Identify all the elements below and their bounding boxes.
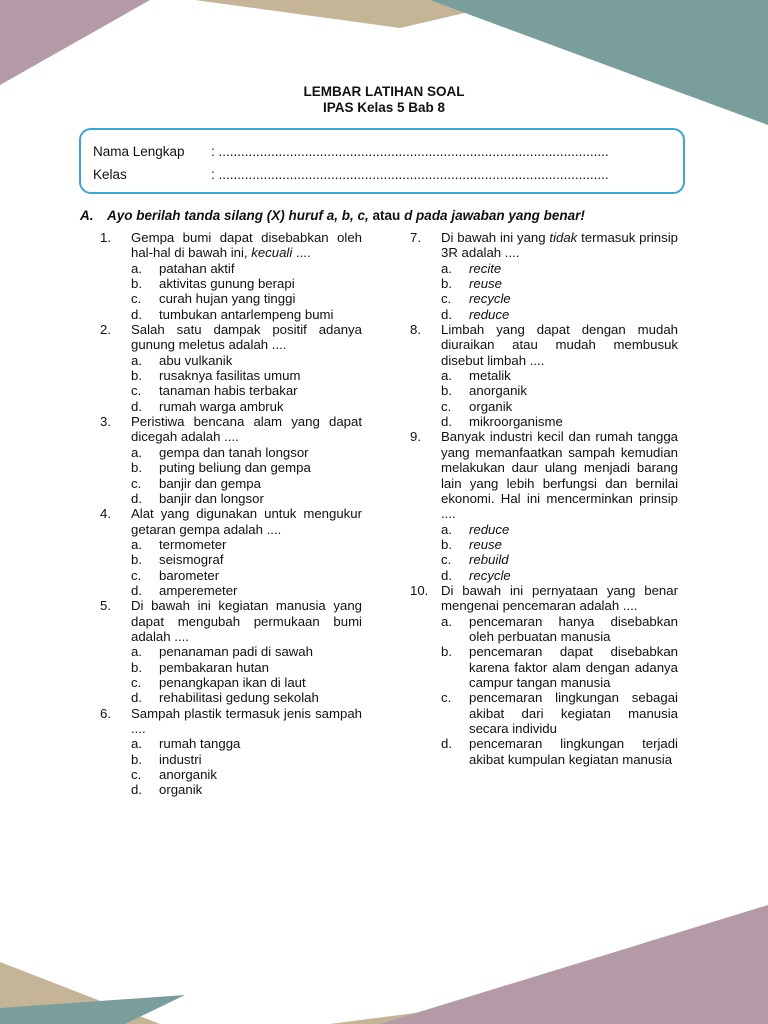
option-d[interactable]: d. pencemaran lingkungan terjadi akibat kumpulan kegiatan manusia xyxy=(441,736,678,767)
question-text: Limbah yang dapat dengan mudah diuraikan atau mudah membusuk disebut limbah .... xyxy=(441,322,678,368)
deco-shape-bottom-right-mauve xyxy=(380,905,768,1024)
section-a-instruction xyxy=(80,208,585,224)
instruction-part-2: atau xyxy=(368,208,405,223)
question-number: 3. xyxy=(100,414,111,430)
question-number: 5. xyxy=(100,598,111,614)
class-label: Kelas xyxy=(93,167,127,182)
question-number: 1. xyxy=(100,230,111,245)
option-b[interactable]: b. aktivitas gunung berapi xyxy=(131,276,295,292)
option-b[interactable]: b. pembakaran hutan xyxy=(131,659,269,675)
option-d[interactable]: d. rehabilitasi gedung sekolah xyxy=(131,690,319,706)
option-b[interactable]: b. anorganik xyxy=(441,383,527,399)
option-c[interactable]: c. anorganik xyxy=(131,767,217,783)
option-d[interactable]: d. amperemeter xyxy=(131,582,238,598)
option-a[interactable]: a. penanaman padi di sawah xyxy=(131,644,313,660)
title-line-2: IPAS Kelas 5 Bab 8 xyxy=(322,100,446,115)
option-b[interactable]: b. reuse xyxy=(441,276,502,292)
question-2 xyxy=(100,322,362,414)
question-9 xyxy=(410,429,678,582)
question-7 xyxy=(410,230,678,322)
class-row[interactable] xyxy=(93,167,609,183)
title-line-1: LEMBAR LATIHAN SOAL xyxy=(303,84,465,99)
option-b[interactable]: b. seismograf xyxy=(131,552,224,568)
question-number: 6. xyxy=(100,705,111,721)
question-6 xyxy=(100,706,362,798)
question-number: 10. xyxy=(410,582,429,598)
option-d[interactable]: d. recycle xyxy=(441,567,511,583)
question-text: Peristiwa bencana alam yang dapat dicegah adalah .... xyxy=(131,414,362,445)
option-c[interactable]: c. organik xyxy=(441,398,513,414)
option-a[interactable]: a. termometer xyxy=(131,536,227,552)
option-d[interactable]: d. tumbukan antarlempeng bumi xyxy=(131,306,334,322)
question-10 xyxy=(410,583,678,767)
option-c[interactable]: c. curah hujan yang tinggi xyxy=(131,291,296,307)
option-d[interactable]: d. organik xyxy=(131,782,203,798)
option-a[interactable]: a. pencemaran hanya disebabkan oleh perbuatan manusia xyxy=(441,613,678,644)
name-label: Nama Lengkap xyxy=(93,144,185,159)
instruction-part-3: d pada jawaban yang benar! xyxy=(404,208,585,223)
question-text: Sampah plastik termasuk jenis sampah .... xyxy=(131,705,362,736)
option-c[interactable]: c. pencemaran lingkungan sebagai akibat dari kegiatan manusia secara individu xyxy=(441,690,678,736)
option-c[interactable]: c. penangkapan ikan di laut xyxy=(131,674,306,690)
name-row[interactable] xyxy=(93,144,609,160)
option-c[interactable]: c. barometer xyxy=(131,567,220,583)
option-c[interactable]: c. banjir dan gempa xyxy=(131,475,261,491)
option-c[interactable]: c. recycle xyxy=(441,291,511,307)
option-a[interactable]: a. patahan aktif xyxy=(131,260,235,276)
question-3 xyxy=(100,414,362,506)
option-a[interactable]: a. reduce xyxy=(441,521,510,537)
question-text: Di bawah ini yang tidak termasuk prinsip 3R adalah .... xyxy=(441,230,678,261)
option-d[interactable]: d. reduce xyxy=(441,306,510,322)
option-b[interactable]: b. rusaknya fasilitas umum xyxy=(131,368,301,384)
question-1 xyxy=(100,230,362,322)
instruction-part-1: Ayo berilah tanda silang (X) huruf a, b, c, xyxy=(107,208,369,223)
option-b[interactable]: b. reuse xyxy=(441,536,502,552)
option-a[interactable]: a. abu vulkanik xyxy=(131,352,233,368)
deco-shape-top-left-mauve xyxy=(0,0,150,85)
question-number: 2. xyxy=(100,322,111,338)
option-a[interactable]: a. rumah tangga xyxy=(131,736,241,752)
question-text: Di bawah ini kegiatan manusia yang dapat mengubah permukaan bumi adalah .... xyxy=(131,598,362,644)
option-d[interactable]: d. rumah warga ambruk xyxy=(131,398,284,414)
question-text: Salah satu dampak positif adanya gunung meletus adalah .... xyxy=(131,322,362,353)
question-text: Gempa bumi dapat disebabkan oleh hal-hal di bawah ini, kecuali .... xyxy=(131,230,362,261)
page-title xyxy=(0,84,768,116)
option-b[interactable]: b. pencemaran dapat disebabkan karena faktor alam dengan adanya campur tangan manusia xyxy=(441,644,678,690)
option-a[interactable]: a. gempa dan tanah longsor xyxy=(131,444,309,460)
option-b[interactable]: b. industri xyxy=(131,751,202,767)
question-text: Di bawah ini pernyataan yang benar mengenai pencemaran adalah .... xyxy=(441,582,678,614)
question-4 xyxy=(100,506,362,598)
question-text: Alat yang digunakan untuk mengukur getaran gempa adalah .... xyxy=(131,506,362,537)
option-b[interactable]: b. puting beliung dan gempa xyxy=(131,460,311,476)
name-field[interactable]: : ........................................................................................................ xyxy=(211,144,609,159)
question-number: 4. xyxy=(100,506,111,522)
option-c[interactable]: c. rebuild xyxy=(441,552,509,568)
option-c[interactable]: c. tanaman habis terbakar xyxy=(131,383,298,399)
option-a[interactable]: a. recite xyxy=(441,260,502,276)
question-number: 7. xyxy=(410,230,421,245)
student-identity-box xyxy=(79,128,685,194)
option-a[interactable]: a. metalik xyxy=(441,368,511,384)
question-number: 8. xyxy=(410,322,421,338)
option-d[interactable]: d. banjir dan longsor xyxy=(131,490,264,506)
class-field[interactable]: : ........................................................................................................ xyxy=(211,167,609,182)
section-letter: A. xyxy=(80,208,94,223)
option-d[interactable]: d. mikroorganisme xyxy=(441,414,563,430)
questions-left-column xyxy=(100,230,362,798)
question-5 xyxy=(100,598,362,705)
question-number: 9. xyxy=(410,429,421,445)
questions-right-column xyxy=(410,230,678,767)
question-8 xyxy=(410,322,678,429)
question-text: Banyak industri kecil dan rumah tangga yang memanfaatkan sampah kemudian melakukan daur ulang menjadi barang lain yang lebih berfungsi dan bernilai ekonomi. Hal ini mencerminkan prinsip .... xyxy=(441,429,678,522)
